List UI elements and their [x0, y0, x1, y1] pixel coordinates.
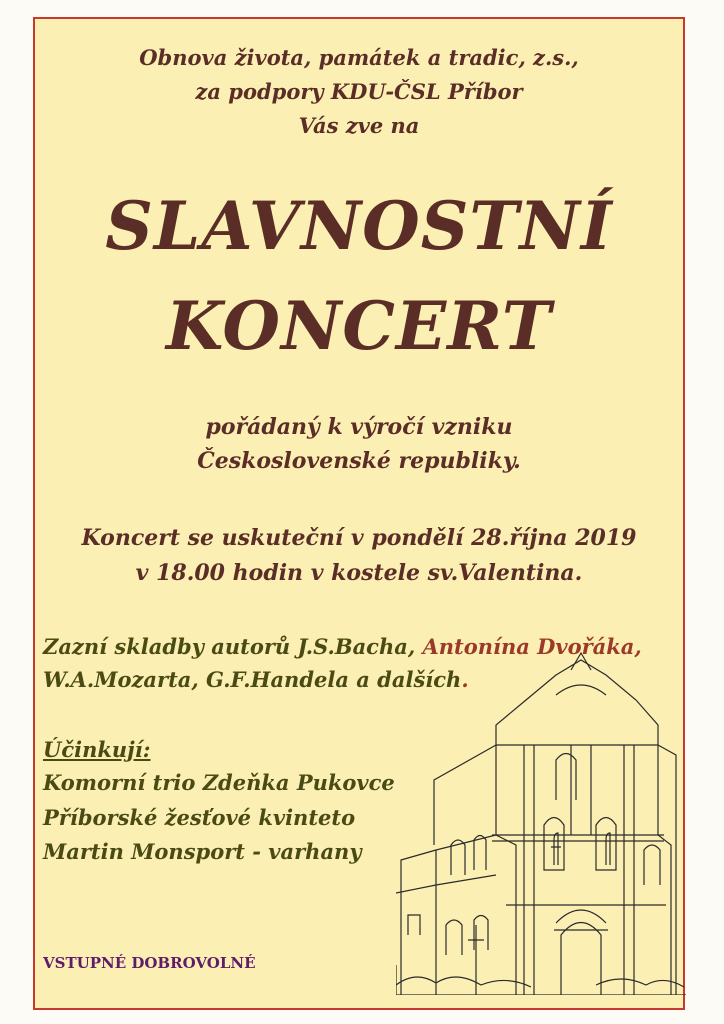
performer-item: Příborské žesťové kvinteto [43, 805, 356, 830]
title-line-2: KONCERT [165, 287, 553, 365]
performer-item: Martin Monsport - varhany [43, 839, 362, 864]
program-composers-a: Zazní skladby autorů J.S.Bacha, [43, 634, 423, 659]
sponsor-line: za podpory KDU-ČSL Příbor [195, 79, 523, 104]
program-composers-c: W.A.Mozarta, G.F.Handela a dalších [43, 667, 462, 692]
title-line-1: SLAVNOSTNÍ [105, 187, 613, 265]
time-place-line: v 18.00 hodin v kostele sv.Valentina. [135, 560, 583, 586]
entry-note: VSTUPNÉ DOBROVOLNÉ [43, 954, 256, 972]
performer-item: Komorní trio Zdeňka Pukovce [43, 770, 395, 795]
program-period: . [461, 667, 469, 692]
organizer-line: Obnova života, památek a tradic, z.s., [139, 45, 579, 70]
occasion-line-2: Československé republiky. [197, 448, 521, 474]
church-illustration [396, 635, 686, 995]
program-composers-b: Antonína Dvořáka, [422, 634, 642, 659]
occasion-line-1: pořádaný k výročí vzniku [205, 414, 513, 440]
performers-heading: Účinkují: [43, 737, 151, 762]
date-line: Koncert se uskuteční v pondělí 28.října 2019 [81, 525, 637, 551]
invitation-line: Vás zve na [298, 113, 420, 138]
